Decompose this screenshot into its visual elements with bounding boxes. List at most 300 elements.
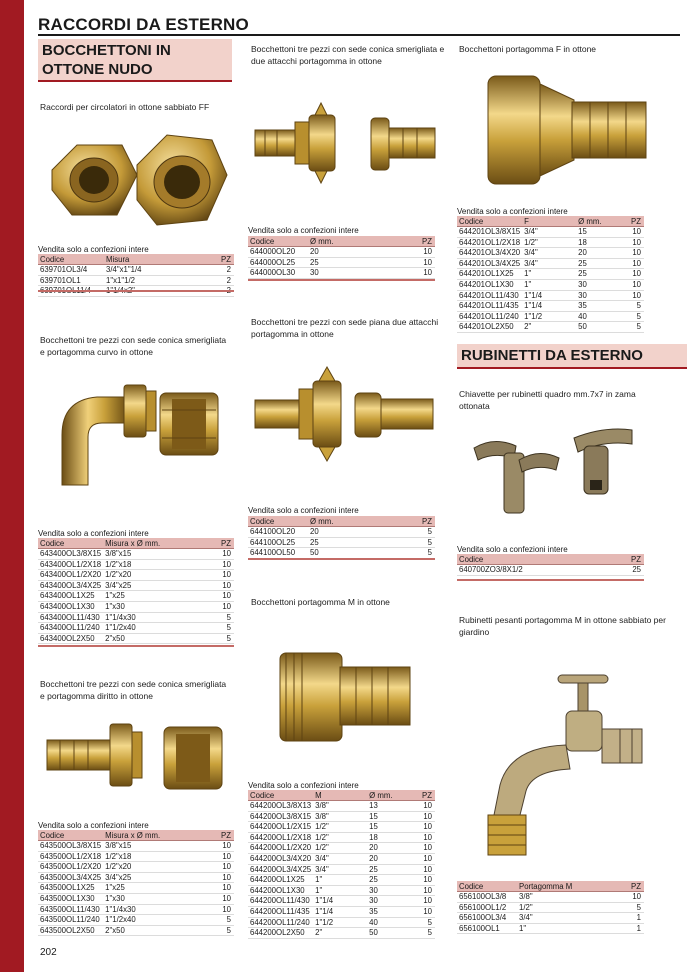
section-band-rubinetti [457, 344, 687, 367]
cell-size: 3/8" [517, 892, 618, 903]
product-image-tap-keys [464, 408, 664, 528]
table-row [457, 301, 644, 312]
col-header: Codice [38, 830, 103, 841]
col-header: Codice [457, 554, 610, 565]
cell-code: 644200OL1/2X15 [250, 822, 312, 832]
cell-size: 3/4" [313, 864, 367, 875]
table-row [457, 269, 644, 280]
cell-qty: 10 [411, 864, 435, 875]
table-row [248, 257, 435, 268]
cell-qty: 10 [411, 853, 435, 864]
section-separator [248, 558, 435, 560]
cell-code: 644000OL25 [248, 257, 308, 268]
cell-size: 1" [313, 885, 367, 896]
table-row [457, 227, 644, 238]
cell-qty: 10 [620, 290, 644, 301]
table-row [457, 565, 644, 576]
cell-size: 1"1/2x40 [103, 915, 207, 926]
product-table [248, 516, 435, 559]
cell-code: 643400OL11/430 [38, 612, 103, 623]
cell-code: 644201OL3/8X15 [459, 227, 521, 236]
cell-code: 643500OL11/240 [38, 915, 103, 926]
cell-diameter: 20 [367, 853, 411, 864]
cell-code: 643400OL1/2X18 [40, 559, 102, 569]
table-row [457, 279, 644, 290]
col-header: PZ [390, 516, 435, 527]
cell-size: 1"x30 [103, 893, 207, 904]
product-table [457, 881, 644, 934]
cell-code: 639701OL3/4 [38, 265, 104, 276]
cell-size: 1/2" [313, 832, 367, 843]
product-image-curved-union [42, 375, 230, 490]
cell-size: 3/4"x25 [103, 872, 207, 883]
table-row [38, 862, 234, 873]
cell-size: 1" [522, 279, 576, 290]
cell-qty: 5 [390, 527, 435, 538]
cell-diameter: 13 [367, 801, 411, 812]
table-row [38, 601, 234, 612]
col-header: Portagomma M [517, 881, 618, 892]
cell-diameter: 35 [576, 301, 620, 312]
table-row [248, 917, 435, 928]
cell-diameter: 18 [367, 832, 411, 843]
cell-code: 640700ZO3/8X1/2 [457, 565, 610, 576]
product-description: Bocchettoni tre pezzi con sede piana due attacchi portagomma in ottone [251, 317, 439, 339]
cell-qty: 5 [208, 915, 234, 926]
cell-code: 643500OL1X25 [38, 883, 103, 894]
section-separator [38, 290, 234, 292]
product-image-straight-union [42, 712, 230, 802]
table-row [38, 883, 234, 894]
cell-diameter: 20 [576, 248, 620, 259]
col-header: Ø mm. [308, 516, 390, 527]
product-table [248, 790, 435, 939]
cell-qty: 10 [411, 843, 435, 854]
cell-code: 644100OL20 [248, 527, 308, 538]
cell-diameter: 30 [576, 279, 620, 290]
cell-size: 1"1/4 [313, 896, 367, 907]
col-header: PZ [411, 790, 435, 801]
product-description: Raccordi per circolatori in ottone sabbiato FF [40, 102, 210, 112]
col-header: PZ [390, 236, 435, 247]
page-number: 202 [40, 947, 57, 958]
cell-qty: 10 [208, 570, 234, 581]
cell-qty: 10 [411, 875, 435, 886]
cell-code: 643400OL1/2X20 [40, 570, 102, 580]
cell-size: 20 [308, 527, 390, 538]
col-header: Codice [38, 254, 104, 265]
cell-code: 644100OL50 [248, 548, 308, 559]
cell-qty: 10 [620, 237, 644, 248]
cell-qty: 10 [208, 862, 234, 873]
cell-size: 2"x50 [103, 925, 207, 936]
cell-size: 1/2"x18 [103, 851, 207, 862]
table-row [38, 591, 234, 602]
cell-qty: 10 [208, 893, 234, 904]
table-row [38, 872, 234, 883]
cell-code: 644201OL11/435 [457, 301, 522, 312]
col-header: M [313, 790, 367, 801]
cell-size: 3/4"x1"1/4 [104, 265, 198, 276]
table-row [248, 832, 435, 843]
product-image-female-hose-fitting [482, 70, 652, 190]
cell-diameter: 35 [367, 906, 411, 917]
cell-diameter: 15 [367, 822, 411, 833]
table-row [38, 623, 234, 634]
cell-code: 644201OL3/4X25 [459, 258, 521, 268]
cell-diameter: 15 [576, 227, 620, 238]
cell-diameter: 25 [576, 269, 620, 280]
cell-size: 30 [308, 268, 390, 279]
cell-qty: 5 [618, 902, 644, 913]
cell-diameter: 40 [367, 917, 411, 928]
cell-size: 3/8"x15 [103, 841, 207, 852]
col-header: F [522, 216, 576, 227]
band-underline [38, 80, 232, 82]
cell-size: 1"1/2 [313, 917, 367, 928]
cell-qty: 5 [620, 322, 644, 333]
table-row [457, 258, 644, 269]
cell-size: 1"1/2 [522, 311, 576, 322]
cell-size: 1/2"x20 [103, 862, 207, 873]
table-row [38, 265, 234, 276]
cell-qty: 5 [411, 928, 435, 939]
product-image-male-hose-fitting [276, 645, 416, 750]
band-underline [457, 367, 687, 369]
col-header: PZ [618, 881, 644, 892]
col-header: Codice [38, 538, 103, 549]
sold-note: Vendita solo a confezioni intere [248, 226, 359, 235]
cell-code: 643500OL11/430 [38, 904, 103, 915]
product-description: Chiavette per rubinetti quadro mm.7x7 in zama ottonata [459, 389, 636, 411]
col-header: Misura x Ø mm. [103, 830, 207, 841]
page-title: RACCORDI DA ESTERNO [38, 15, 249, 34]
table-row [248, 906, 435, 917]
cell-size: 2"x50 [103, 633, 207, 644]
table-row [457, 913, 644, 924]
cell-code: 644200OL3/8X15 [250, 811, 312, 821]
cell-size: 3/4" [313, 853, 367, 864]
cell-code: 643500OL1X30 [38, 893, 103, 904]
cell-qty: 10 [208, 872, 234, 883]
table-row [248, 527, 435, 538]
cell-qty: 10 [208, 841, 234, 852]
cell-code: 644200OL1/2X18 [250, 832, 312, 842]
cell-code: 643500OL1/2X20 [40, 862, 102, 872]
cell-qty: 10 [411, 822, 435, 833]
cell-size: 1"x25 [103, 591, 207, 602]
cell-code: 644200OL1X25 [248, 875, 313, 886]
cell-size: 3/8" [313, 801, 367, 812]
cell-size: 1"x25 [103, 883, 207, 894]
col-header: Misura [104, 254, 198, 265]
cell-size: 3/4" [522, 258, 576, 269]
cell-size: 1/2" [313, 822, 367, 833]
sold-note: Vendita solo a confezioni intere [248, 781, 359, 790]
col-header: Ø mm. [367, 790, 411, 801]
table-row [38, 925, 234, 936]
cell-qty: 10 [411, 885, 435, 896]
col-header: PZ [208, 830, 234, 841]
cell-size: 3/4" [522, 227, 576, 238]
cell-size: 3/8" [313, 811, 367, 822]
cell-qty: 1 [618, 913, 644, 924]
cell-qty: 5 [620, 311, 644, 322]
cell-qty: 5 [411, 917, 435, 928]
cell-qty: 5 [208, 623, 234, 634]
cell-qty: 1 [618, 923, 644, 934]
col-header: Codice [457, 216, 522, 227]
table-row [38, 851, 234, 862]
cell-qty: 2 [198, 275, 234, 286]
cell-qty: 10 [208, 883, 234, 894]
cell-code: 644200OL3/4X20 [250, 853, 312, 863]
cell-code: 643400OL1X25 [38, 591, 103, 602]
cell-size: 1"1/4x30 [103, 612, 207, 623]
cell-qty: 5 [390, 537, 435, 548]
table-row [248, 896, 435, 907]
table-row [38, 612, 234, 623]
cell-code: 644201OL1/2X18 [459, 237, 521, 247]
table-row [248, 853, 435, 864]
cell-qty: 10 [411, 811, 435, 822]
cell-qty: 25 [610, 565, 644, 576]
cell-size: 1/2" [517, 902, 618, 913]
product-image-circulator-fittings [42, 120, 230, 235]
cell-diameter: 25 [576, 258, 620, 269]
cell-code: 656100OL1 [457, 923, 517, 934]
product-table [457, 216, 644, 333]
band-title: RUBINETTI DA ESTERNO [461, 347, 643, 364]
sold-note: Vendita solo a confezioni intere [248, 506, 359, 515]
cell-qty: 10 [208, 904, 234, 915]
table-row [248, 864, 435, 875]
cell-diameter: 30 [576, 290, 620, 301]
cell-code: 656100OL3/4 [457, 913, 517, 924]
cell-qty: 5 [208, 925, 234, 936]
cell-qty: 10 [620, 258, 644, 269]
section-separator [248, 279, 435, 281]
cell-code: 644200OL11/435 [248, 906, 313, 917]
cell-qty: 10 [208, 559, 234, 570]
title-underline [38, 34, 680, 36]
cell-qty: 10 [208, 591, 234, 602]
cell-qty: 10 [618, 892, 644, 903]
cell-diameter: 30 [367, 896, 411, 907]
cell-qty: 10 [390, 247, 435, 258]
table-row [457, 290, 644, 301]
col-header: Codice [248, 790, 313, 801]
cell-code: 644200OL11/430 [248, 896, 313, 907]
cell-qty: 10 [208, 580, 234, 591]
table-header-row [38, 254, 234, 265]
cell-code: 644000OL30 [248, 268, 308, 279]
cell-size: 1" [517, 923, 618, 934]
cell-code: 643400OL3/8X15 [40, 549, 102, 558]
cell-diameter: 50 [367, 928, 411, 939]
cell-size: 1"1/4 [313, 906, 367, 917]
cell-qty: 5 [208, 633, 234, 644]
cell-qty: 10 [208, 851, 234, 862]
table-row [457, 892, 644, 903]
col-header: PZ [208, 538, 234, 549]
cell-code: 644200OL1/2X20 [250, 843, 312, 853]
table-row [38, 549, 234, 560]
table-header-row [38, 830, 234, 841]
cell-diameter: 40 [576, 311, 620, 322]
cell-size: 3/4" [522, 248, 576, 259]
cell-code: 644200OL2X50 [248, 928, 313, 939]
cell-size: 2" [522, 322, 576, 333]
cell-size: 1/2"x20 [103, 570, 207, 581]
cell-size: 1"1/2x40 [103, 623, 207, 634]
cell-code: 644100OL25 [248, 537, 308, 548]
cell-code: 656100OL1/2 [457, 902, 517, 913]
table-header-row [457, 554, 644, 565]
table-row [38, 275, 234, 286]
table-row [248, 801, 435, 812]
product-table [38, 538, 234, 644]
table-header-row [248, 236, 435, 247]
sold-note: Vendita solo a confezioni intere [38, 821, 149, 830]
cell-size: 20 [308, 247, 390, 258]
cell-size: 1"1/4 [522, 290, 576, 301]
table-row [457, 237, 644, 248]
product-description: Bocchettoni portagomma F in ottone [459, 44, 597, 54]
table-row [248, 811, 435, 822]
product-table [457, 554, 644, 576]
product-table [38, 830, 234, 936]
cell-size: 1"1/4 [522, 301, 576, 312]
cell-size: 1" [313, 875, 367, 886]
section-separator [38, 645, 234, 647]
table-row [38, 580, 234, 591]
table-row [38, 559, 234, 570]
section-separator [457, 579, 644, 581]
cell-code: 644201OL1X25 [457, 269, 522, 280]
band-title: BOCCHETTONI IN OTTONE NUDO [42, 42, 171, 78]
cell-qty: 2 [198, 265, 234, 276]
sold-note: Vendita solo a confezioni intere [457, 545, 568, 554]
col-header: PZ [610, 554, 644, 565]
sold-note: Vendita solo a confezioni intere [38, 245, 149, 254]
cell-diameter: 25 [367, 864, 411, 875]
cell-size: 1"x30 [103, 601, 207, 612]
cell-code: 644000OL20 [248, 247, 308, 258]
table-row [248, 822, 435, 833]
section-band-bocchettoni [38, 39, 232, 81]
cell-size: 1/2" [313, 843, 367, 854]
product-description: Bocchettoni tre pezzi con sede conica smerigliata e portagomma diritto in ottone [40, 679, 227, 701]
cell-code: 656100OL3/8 [457, 892, 517, 903]
cell-size: 2" [313, 928, 367, 939]
cell-size: 3/8"x15 [103, 549, 207, 560]
table-row [248, 268, 435, 279]
cell-qty: 10 [390, 257, 435, 268]
product-description: Rubinetti pesanti portagomma M in ottone sabbiato per giardino [459, 615, 666, 637]
cell-code: 644201OL11/430 [457, 290, 522, 301]
table-row [457, 923, 644, 934]
col-header: PZ [620, 216, 644, 227]
table-row [38, 570, 234, 581]
col-header: Codice [248, 516, 308, 527]
cell-qty: 10 [620, 227, 644, 238]
cell-qty: 5 [390, 548, 435, 559]
cell-qty: 10 [208, 549, 234, 560]
table-row [38, 841, 234, 852]
sold-note: Vendita solo a confezioni intere [457, 207, 568, 216]
cell-size: 3/4"x25 [103, 580, 207, 591]
cell-code: 643400OL1X30 [38, 601, 103, 612]
col-header: Misura x Ø mm. [103, 538, 207, 549]
table-header-row [457, 216, 644, 227]
cell-code: 639701OL1 [38, 275, 104, 286]
product-image-double-hose-union [249, 100, 441, 190]
cell-diameter: 15 [367, 811, 411, 822]
table-row [457, 902, 644, 913]
table-row [38, 633, 234, 644]
col-header: Codice [248, 236, 308, 247]
cell-code: 644201OL3/4X20 [459, 248, 521, 258]
cell-code: 644200OL3/4X25 [250, 864, 312, 874]
cell-qty: 10 [620, 248, 644, 259]
product-description: Bocchettoni tre pezzi con sede conica smerigliata e portagomma curvo in ottone [40, 335, 227, 357]
table-row [457, 248, 644, 259]
cell-code: 644201OL1X30 [457, 279, 522, 290]
table-row [457, 311, 644, 322]
table-header-row [457, 881, 644, 892]
cell-code: 643400OL2X50 [38, 633, 103, 644]
cell-code: 643500OL1/2X18 [40, 851, 102, 861]
cell-code: 643400OL3/4X25 [40, 580, 102, 590]
cell-qty: 10 [620, 269, 644, 280]
table-row [248, 548, 435, 559]
col-header: Codice [457, 881, 517, 892]
cell-code: 644200OL1X30 [248, 885, 313, 896]
table-row [248, 247, 435, 258]
product-image-flat-seat-union [249, 365, 441, 465]
cell-code: 644201OL2X50 [457, 322, 522, 333]
cell-size: 25 [308, 257, 390, 268]
table-row [248, 537, 435, 548]
cell-qty: 5 [620, 301, 644, 312]
table-header-row [248, 516, 435, 527]
table-row [457, 322, 644, 333]
table-header-row [248, 790, 435, 801]
cell-diameter: 30 [367, 885, 411, 896]
cell-qty: 5 [208, 612, 234, 623]
col-header: Ø mm. [576, 216, 620, 227]
cell-code: 644200OL3/8X13 [250, 801, 312, 810]
product-image-garden-tap [470, 665, 660, 860]
cell-size: 3/4" [517, 913, 618, 924]
cell-diameter: 20 [367, 843, 411, 854]
product-description: Bocchettoni tre pezzi con sede conica smerigliata e due attacchi portagomma in ottone [251, 44, 445, 66]
cell-code: 644201OL11/240 [457, 311, 522, 322]
cell-size: 1"1/4x30 [103, 904, 207, 915]
product-description: Bocchettoni portagomma M in ottone [251, 597, 390, 607]
cell-diameter: 50 [576, 322, 620, 333]
col-header: Ø mm. [308, 236, 390, 247]
cell-size: 25 [308, 537, 390, 548]
cell-diameter: 25 [367, 875, 411, 886]
cell-diameter: 18 [576, 237, 620, 248]
cell-code: 643400OL11/240 [38, 623, 103, 634]
table-row [248, 928, 435, 939]
table-header-row [38, 538, 234, 549]
cell-qty: 10 [411, 832, 435, 843]
cell-qty: 10 [620, 279, 644, 290]
